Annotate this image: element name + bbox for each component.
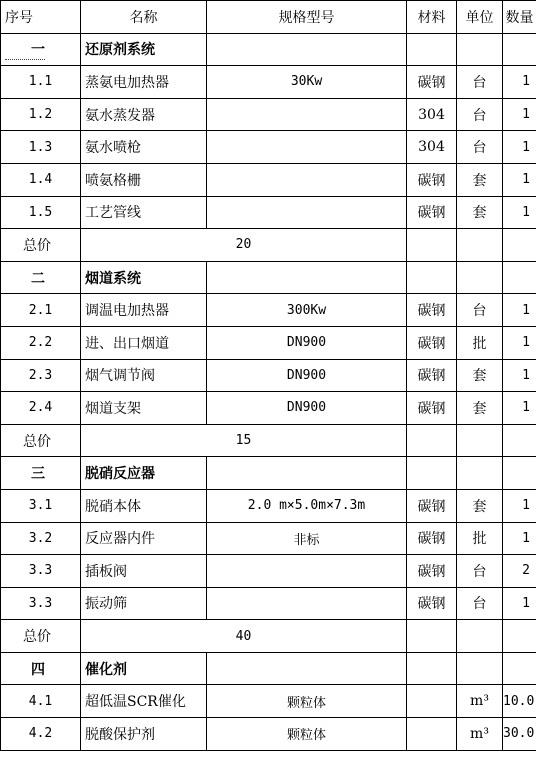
item-name: 调温电加热器 — [81, 294, 207, 327]
header-material: 材料 — [407, 1, 457, 34]
item-material: 碳钢 — [407, 163, 457, 196]
item-unit: m³ — [457, 718, 503, 751]
total-label: 总价 — [1, 424, 81, 457]
item-name: 烟气调节阀 — [81, 359, 207, 392]
total-row — [1, 424, 536, 457]
section-title: 还原剂系统 — [81, 33, 207, 66]
item-name: 脱酸保护剂 — [81, 718, 207, 751]
empty-cell — [503, 620, 536, 653]
header-spec: 规格型号 — [207, 1, 407, 34]
item-qty: 1 — [503, 587, 536, 620]
item-spec: DN900 — [207, 359, 407, 392]
table-row — [1, 359, 536, 392]
item-unit: 台 — [457, 66, 503, 99]
item-qty: 10.0 — [503, 685, 536, 718]
empty-cell — [503, 457, 536, 490]
item-material: 碳钢 — [407, 326, 457, 359]
item-unit: 套 — [457, 392, 503, 425]
empty-cell — [207, 652, 407, 685]
table-row — [1, 131, 536, 164]
item-name: 反应器内件 — [81, 522, 207, 555]
item-spec: 颗粒体 — [207, 718, 407, 751]
empty-cell — [503, 33, 536, 66]
empty-cell — [503, 652, 536, 685]
item-qty: 1 — [503, 294, 536, 327]
empty-cell — [457, 620, 503, 653]
item-material: 碳钢 — [407, 196, 457, 229]
item-spec — [207, 131, 407, 164]
total-label: 总价 — [1, 229, 81, 262]
item-number: 3.3 — [1, 587, 81, 620]
total-label: 总价 — [1, 620, 81, 653]
item-qty: 30.0 — [503, 718, 536, 751]
item-name: 进、出口烟道 — [81, 326, 207, 359]
empty-cell — [457, 33, 503, 66]
total-row — [1, 229, 536, 262]
table-row — [1, 555, 536, 588]
item-material — [407, 718, 457, 751]
item-material: 碳钢 — [407, 587, 457, 620]
section-number-text: 三 — [31, 466, 45, 483]
section-number — [1, 652, 81, 685]
item-spec: DN900 — [207, 392, 407, 425]
empty-cell — [503, 261, 536, 294]
empty-cell — [457, 261, 503, 294]
item-spec — [207, 555, 407, 588]
item-qty: 2 — [503, 555, 536, 588]
item-material: 碳钢 — [407, 66, 457, 99]
item-material: 碳钢 — [407, 522, 457, 555]
item-spec — [207, 98, 407, 131]
total-row — [1, 620, 536, 653]
section-row — [1, 652, 536, 685]
item-number: 2.2 — [1, 326, 81, 359]
header-no: 序号 — [1, 1, 81, 34]
item-qty: 1 — [503, 392, 536, 425]
section-title: 催化剂 — [81, 652, 207, 685]
item-material: 碳钢 — [407, 489, 457, 522]
item-name: 氨水蒸发器 — [81, 98, 207, 131]
item-qty: 1 — [503, 489, 536, 522]
item-unit: 套 — [457, 359, 503, 392]
item-qty: 1 — [503, 522, 536, 555]
header-qty: 数量 — [503, 1, 536, 34]
empty-cell — [207, 33, 407, 66]
table-row — [1, 163, 536, 196]
item-number: 3.3 — [1, 555, 81, 588]
item-number: 1.2 — [1, 98, 81, 131]
item-name: 喷氨格栅 — [81, 163, 207, 196]
item-spec — [207, 196, 407, 229]
item-unit: 批 — [457, 522, 503, 555]
item-name: 氨水喷枪 — [81, 131, 207, 164]
table-row — [1, 294, 536, 327]
item-spec: 非标 — [207, 522, 407, 555]
empty-cell — [503, 229, 536, 262]
item-number: 4.2 — [1, 718, 81, 751]
item-spec: 30Kw — [207, 66, 407, 99]
empty-cell — [457, 457, 503, 490]
item-name: 脱硝本体 — [81, 489, 207, 522]
item-unit: m³ — [457, 685, 503, 718]
item-unit: 台 — [457, 98, 503, 131]
empty-cell — [457, 424, 503, 457]
item-name: 插板阀 — [81, 555, 207, 588]
section-number-text: 一 — [5, 39, 45, 60]
table-row — [1, 522, 536, 555]
item-material: 304 — [407, 98, 457, 131]
empty-cell — [407, 652, 457, 685]
empty-cell — [503, 424, 536, 457]
item-number: 2.4 — [1, 392, 81, 425]
total-value: 40 — [81, 620, 407, 653]
section-title: 脱硝反应器 — [81, 457, 207, 490]
item-name: 烟道支架 — [81, 392, 207, 425]
empty-cell — [407, 33, 457, 66]
table-row — [1, 685, 536, 718]
item-spec: 2.0 m×5.0m×7.3m — [207, 489, 407, 522]
item-unit: 套 — [457, 196, 503, 229]
section-number — [1, 457, 81, 490]
equipment-table-body — [1, 1, 536, 751]
item-qty: 1 — [503, 359, 536, 392]
item-number: 1.5 — [1, 196, 81, 229]
item-unit: 台 — [457, 555, 503, 588]
item-qty: 1 — [503, 196, 536, 229]
item-material: 碳钢 — [407, 555, 457, 588]
section-number-text: 四 — [31, 661, 45, 678]
item-number: 2.3 — [1, 359, 81, 392]
item-spec — [207, 163, 407, 196]
item-number: 3.1 — [1, 489, 81, 522]
item-name: 蒸氨电加热器 — [81, 66, 207, 99]
item-number: 4.1 — [1, 685, 81, 718]
item-qty: 1 — [503, 66, 536, 99]
empty-cell — [207, 457, 407, 490]
table-header-row — [1, 1, 536, 34]
item-unit: 台 — [457, 131, 503, 164]
item-material: 碳钢 — [407, 359, 457, 392]
item-qty: 1 — [503, 326, 536, 359]
item-material — [407, 685, 457, 718]
table-row — [1, 718, 536, 751]
item-unit: 套 — [457, 163, 503, 196]
section-number — [1, 33, 81, 66]
item-name: 超低温SCR催化 — [81, 685, 207, 718]
empty-cell — [407, 261, 457, 294]
empty-cell — [407, 620, 457, 653]
table-row — [1, 98, 536, 131]
table-row — [1, 326, 536, 359]
item-name: 振动筛 — [81, 587, 207, 620]
section-number-text: 二 — [31, 270, 45, 287]
section-title: 烟道系统 — [81, 261, 207, 294]
item-number: 2.1 — [1, 294, 81, 327]
total-value: 20 — [81, 229, 407, 262]
table-row — [1, 489, 536, 522]
item-spec: 300Kw — [207, 294, 407, 327]
item-number: 1.4 — [1, 163, 81, 196]
empty-cell — [407, 424, 457, 457]
item-qty: 1 — [503, 163, 536, 196]
empty-cell — [457, 652, 503, 685]
item-material: 碳钢 — [407, 294, 457, 327]
item-spec: 颗粒体 — [207, 685, 407, 718]
header-name: 名称 — [81, 1, 207, 34]
total-value: 15 — [81, 424, 407, 457]
empty-cell — [407, 229, 457, 262]
item-material: 碳钢 — [407, 392, 457, 425]
empty-cell — [407, 457, 457, 490]
empty-cell — [457, 229, 503, 262]
table-row — [1, 66, 536, 99]
empty-cell — [207, 261, 407, 294]
header-unit: 单位 — [457, 1, 503, 34]
item-qty: 1 — [503, 98, 536, 131]
item-unit: 台 — [457, 294, 503, 327]
table-row — [1, 587, 536, 620]
item-qty: 1 — [503, 131, 536, 164]
section-number — [1, 261, 81, 294]
item-unit: 套 — [457, 489, 503, 522]
item-number: 3.2 — [1, 522, 81, 555]
table-row — [1, 392, 536, 425]
item-number: 1.1 — [1, 66, 81, 99]
item-material: 304 — [407, 131, 457, 164]
item-number: 1.3 — [1, 131, 81, 164]
item-name: 工艺管线 — [81, 196, 207, 229]
section-row — [1, 261, 536, 294]
item-unit: 批 — [457, 326, 503, 359]
item-spec — [207, 587, 407, 620]
section-row — [1, 457, 536, 490]
item-unit: 台 — [457, 587, 503, 620]
section-row — [1, 33, 536, 66]
table-row — [1, 196, 536, 229]
item-spec: DN900 — [207, 326, 407, 359]
